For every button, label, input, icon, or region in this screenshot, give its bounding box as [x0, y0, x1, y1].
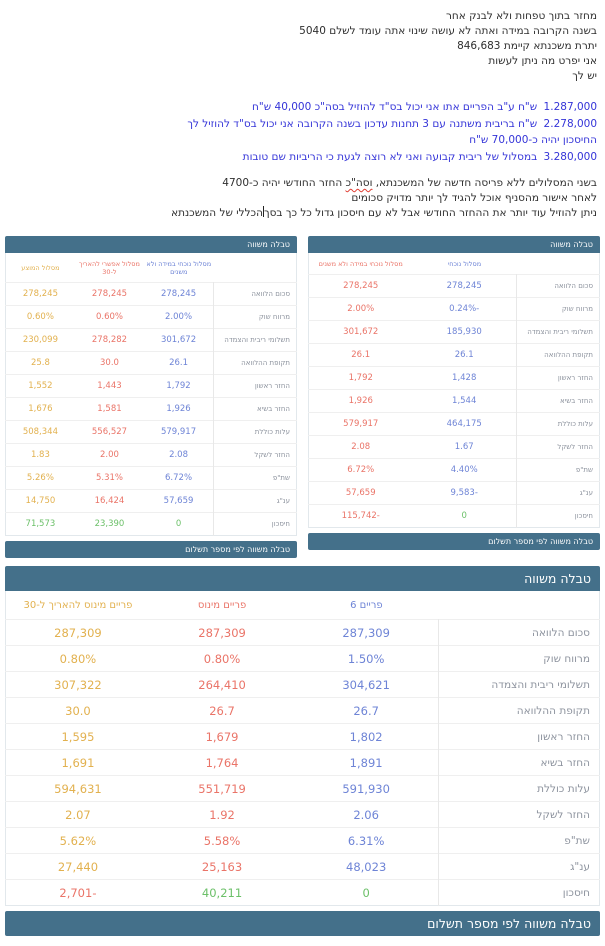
- cell-value: 579,917: [309, 413, 413, 436]
- column-header: פריים מינוס: [197, 600, 247, 611]
- document-text-area[interactable]: [8, 9, 597, 84]
- cell-value: 278,245: [144, 283, 213, 306]
- cell-value: 0.60%: [75, 306, 144, 329]
- cell-value: 464,175: [412, 413, 516, 436]
- cell-value: 278,245: [309, 275, 413, 298]
- cell-value: 0: [412, 505, 516, 528]
- cell-value: 0.80%: [150, 646, 294, 672]
- cell-value: 579,917: [144, 421, 213, 444]
- misspelled-word: וסה"כ: [345, 177, 373, 189]
- row-label: תקופת ההלוואה: [516, 344, 599, 367]
- table-row: [6, 828, 600, 854]
- cell-value: 2.00%: [144, 306, 213, 329]
- cell-value: 551,719: [150, 776, 294, 802]
- column-header: מסלול נוכחי במידה ולא משנים: [146, 260, 212, 276]
- table-footer-title: טבלה משווה לפי מספר תשלום: [5, 911, 600, 936]
- cell-value: 1,802: [294, 724, 438, 750]
- intro-line: בשנה הקרובה במידה ואתה לא עושה שינוי אתה עומד לשלם 5040: [299, 25, 597, 37]
- table-row: [6, 620, 600, 646]
- cell-value: 591,930: [294, 776, 438, 802]
- cell-value: 0.80%: [6, 646, 150, 672]
- row-label: החזר בשיא: [213, 398, 296, 421]
- table-row: [6, 444, 297, 467]
- cell-value: 2.00: [75, 444, 144, 467]
- table-row: [309, 321, 600, 344]
- row-label: החזר בשיא: [439, 750, 600, 776]
- row-label: החזר ראשון: [439, 724, 600, 750]
- row-label-header: [213, 253, 296, 283]
- closing-line-part: ניתן להוזיל עוד יותר את ההחזר החודשי אבל לא עם חיסכון גדול כל כך בסך: [263, 207, 597, 219]
- cell-value: 278,245: [75, 283, 144, 306]
- table-row: [6, 672, 600, 698]
- cell-value: 14,750: [6, 490, 75, 513]
- cell-value: 278,245: [412, 275, 516, 298]
- cell-value: 1,792: [144, 375, 213, 398]
- row-label-header: [439, 591, 600, 620]
- table-row: [309, 390, 600, 413]
- intro-line: מחזר בתוך טפחות ולא לבנק אחר: [445, 10, 597, 22]
- table-row: [6, 776, 600, 802]
- cell-value: 26.1: [309, 344, 413, 367]
- table-row: [6, 490, 297, 513]
- cell-value: 1.83: [6, 444, 75, 467]
- closing-line-part: בשני המסלולים ללא פריסה חדשה של המשכנתא,: [372, 177, 597, 189]
- list-item-text: 278,000 ש"ח בריבית משתנה עם 3 תחנות עדכון בשנה הקרובה אני יכול בס"ד להוזיל לך: [187, 117, 597, 130]
- table-row: [309, 505, 600, 528]
- row-label: תקופת ההלוואה: [439, 698, 600, 724]
- row-label: החזר ראשון: [516, 367, 599, 390]
- cell-value: 30.0: [75, 352, 144, 375]
- row-label: עלות כוללת: [439, 776, 600, 802]
- table-row: [6, 698, 600, 724]
- row-label: עלות כוללת: [213, 421, 296, 444]
- cell-value: 230,099: [6, 329, 75, 352]
- row-label: חיסכון: [516, 505, 599, 528]
- cell-value: 301,672: [309, 321, 413, 344]
- big-table-wrap: [5, 566, 600, 936]
- row-label: עלות כוללת: [516, 413, 599, 436]
- list-item-number: 2.: [543, 117, 554, 130]
- intro-line: יש לך: [572, 70, 597, 82]
- row-label: תשלומי ריבית והצמדה: [516, 321, 599, 344]
- table-row: [6, 329, 297, 352]
- list-item-number: 1.: [543, 101, 554, 113]
- cell-value: 278,282: [75, 329, 144, 352]
- cell-value: 6.72%: [144, 467, 213, 490]
- closing-line: לאחר אישור מהסניף אוכל להגיד לך יותר מדויק סכומים: [351, 192, 597, 204]
- column-header: מסלול אפשרי להאריך ל-30: [78, 260, 140, 276]
- table-title: טבלה משווה: [5, 566, 600, 591]
- column-header: פריים מינוס להאריך ל-30: [23, 600, 133, 611]
- cell-value: 2.08: [309, 436, 413, 459]
- row-label: שת"פ: [439, 828, 600, 854]
- cell-value: 1,764: [150, 750, 294, 776]
- list-item: [8, 149, 597, 166]
- cell-value: 6.72%: [309, 459, 413, 482]
- table-row: [6, 467, 297, 490]
- row-label: מרווח שוק: [213, 306, 296, 329]
- cell-value: 1,428: [412, 367, 516, 390]
- cell-value: 508,344: [6, 421, 75, 444]
- cell-value: 0.60%: [6, 306, 75, 329]
- cell-value: 1,891: [294, 750, 438, 776]
- table-row: [6, 646, 600, 672]
- row-label: סכום הלוואה: [213, 283, 296, 306]
- cell-value: 307,322: [6, 672, 150, 698]
- table-title: טבלה משווה: [308, 236, 600, 253]
- cell-value: 287,309: [150, 620, 294, 646]
- row-label: תשלומי ריבית והצמדה: [213, 329, 296, 352]
- table-header-row: [6, 591, 600, 620]
- table-row: [6, 283, 297, 306]
- cell-value: 2.06: [294, 802, 438, 828]
- list-item: [8, 116, 597, 133]
- table-header-row: [309, 253, 600, 275]
- document-page: [0, 9, 605, 936]
- row-label: שת"פ: [516, 459, 599, 482]
- cell-value: 1,443: [75, 375, 144, 398]
- table-footer-title: טבלה משווה לפי מספר תשלום: [308, 533, 600, 550]
- list-item-text: 280,000 במסלול של ריבית קבועה ואני לא רוצה לגעת כי הריביות שם טובות: [242, 150, 597, 163]
- cell-value: 30.0: [6, 698, 150, 724]
- cell-value: 5.26%: [6, 467, 75, 490]
- table-row: [309, 344, 600, 367]
- cell-value: 5.58%: [150, 828, 294, 854]
- closing-line: [8, 206, 597, 221]
- row-label: סכום הלוואה: [516, 275, 599, 298]
- cell-value: 26.7: [294, 698, 438, 724]
- column-header: מסלול נוכחי: [447, 260, 482, 268]
- table-row: [6, 513, 297, 536]
- table-row: [309, 298, 600, 321]
- row-label: החזר בשיא: [516, 390, 599, 413]
- row-label: מרווח שוק: [439, 646, 600, 672]
- cell-value: 26.1: [412, 344, 516, 367]
- comparison-table-refinance-options: [5, 236, 297, 558]
- cell-value: 287,309: [6, 620, 150, 646]
- cell-value: 301,672: [144, 329, 213, 352]
- table-row: [6, 880, 600, 906]
- cell-value: 6.31%: [294, 828, 438, 854]
- closing-line-part: הכללי של המשכנתא: [171, 207, 263, 219]
- cell-value: 1,581: [75, 398, 144, 421]
- cell-value: 25.8: [6, 352, 75, 375]
- cell-value: 4.40%: [412, 459, 516, 482]
- list-item-continuation: החיסכון יהיה כ-70,000 ש"ח: [469, 134, 597, 146]
- table-header-row: [6, 253, 297, 283]
- comparison-table: [5, 591, 600, 906]
- table-row: [309, 275, 600, 298]
- column-header: מסלול המוצע: [21, 264, 60, 272]
- cell-value: -0.24%: [412, 298, 516, 321]
- small-tables-row: [5, 236, 600, 558]
- closing-line: [8, 176, 597, 191]
- row-label: החזר ראשון: [213, 375, 296, 398]
- cell-value: 0: [294, 880, 438, 906]
- cell-value: 57,659: [144, 490, 213, 513]
- cell-value: 1.92: [150, 802, 294, 828]
- intro-line: אני יפרט מה ניתן לעשות: [488, 55, 597, 67]
- cell-value: 304,621: [294, 672, 438, 698]
- table-row: [6, 802, 600, 828]
- row-label: חיסכון: [213, 513, 296, 536]
- numbered-list[interactable]: [8, 99, 597, 165]
- closing-line-part: החזר החודשי יהיה כ-4700: [222, 177, 346, 189]
- cell-value: 264,410: [150, 672, 294, 698]
- column-header: מסלול נוכחי במידה ולא משנים: [318, 260, 403, 268]
- table-row: [309, 482, 600, 505]
- comparison-table-prime-tracks: [5, 566, 600, 936]
- cell-value: 1,691: [6, 750, 150, 776]
- table-row: [6, 421, 297, 444]
- cell-value: 23,390: [75, 513, 144, 536]
- cell-value: 278,245: [6, 283, 75, 306]
- cell-value: 5.62%: [6, 828, 150, 854]
- cell-value: 1.50%: [294, 646, 438, 672]
- cell-value: 556,527: [75, 421, 144, 444]
- table-row: [6, 375, 297, 398]
- cell-value: 26.1: [144, 352, 213, 375]
- cell-value: 1,595: [6, 724, 150, 750]
- row-label: ענ"ג: [439, 854, 600, 880]
- comparison-table-current-vs-nochange: [308, 236, 600, 558]
- row-label: מרווח שוק: [516, 298, 599, 321]
- table-row: [309, 436, 600, 459]
- row-label: סכום הלוואה: [439, 620, 600, 646]
- row-label-header: [516, 253, 599, 275]
- cell-value: 594,631: [6, 776, 150, 802]
- list-item-number: 3.: [543, 150, 554, 163]
- cell-value: 185,930: [412, 321, 516, 344]
- cell-value: 57,659: [309, 482, 413, 505]
- cell-value: 40,211: [150, 880, 294, 906]
- table-title: טבלה משווה: [5, 236, 297, 253]
- cell-value: 2.00%: [309, 298, 413, 321]
- row-label: ענ"ג: [516, 482, 599, 505]
- cell-value: 0: [144, 513, 213, 536]
- cell-value: 1,552: [6, 375, 75, 398]
- cell-value: 16,424: [75, 490, 144, 513]
- cell-value: 27,440: [6, 854, 150, 880]
- cell-value: -115,742: [309, 505, 413, 528]
- row-label: החזר לשקל: [213, 444, 296, 467]
- closing-text[interactable]: [8, 176, 597, 221]
- list-item: [8, 99, 597, 116]
- cell-value: 1,679: [150, 724, 294, 750]
- table-row: [6, 306, 297, 329]
- row-label: חיסכון: [439, 880, 600, 906]
- cell-value: 2.08: [144, 444, 213, 467]
- cell-value: 48,023: [294, 854, 438, 880]
- table-row: [309, 459, 600, 482]
- row-label: שת"פ: [213, 467, 296, 490]
- table-row: [6, 724, 600, 750]
- cell-value: 2.07: [6, 802, 150, 828]
- row-label: תשלומי ריבית והצמדה: [439, 672, 600, 698]
- cell-value: 287,309: [294, 620, 438, 646]
- cell-value: 1,926: [309, 390, 413, 413]
- column-header: פריים 6: [350, 600, 383, 611]
- cell-value: 1,676: [6, 398, 75, 421]
- row-label: החזר לשקל: [439, 802, 600, 828]
- cell-value: 26.7: [150, 698, 294, 724]
- row-label: החזר לשקל: [516, 436, 599, 459]
- cell-value: 1.67: [412, 436, 516, 459]
- cell-value: 1,544: [412, 390, 516, 413]
- table-row: [6, 352, 297, 375]
- list-item-text: 287,000 ש"ח ע"ב הפריים אתו אני יכול בס"ד להוזיל בסה"כ 40,000 ש"ח: [252, 101, 597, 113]
- cell-value: 1,792: [309, 367, 413, 390]
- table-row: [309, 367, 600, 390]
- table-row: [309, 413, 600, 436]
- table-footer-title: טבלה משווה לפי מספר תשלום: [5, 541, 297, 558]
- table-row: [6, 398, 297, 421]
- row-label: ענ"ג: [213, 490, 296, 513]
- intro-line: יתרת משכנתא קיימת 846,683: [457, 40, 597, 52]
- cell-value: 71,573: [6, 513, 75, 536]
- row-label: תקופת ההלוואה: [213, 352, 296, 375]
- cell-value: -2,701: [6, 880, 150, 906]
- table-row: [6, 854, 600, 880]
- cell-value: 1,926: [144, 398, 213, 421]
- cell-value: -9,583: [412, 482, 516, 505]
- table-row: [6, 750, 600, 776]
- comparison-table: [5, 253, 297, 536]
- cell-value: 25,163: [150, 854, 294, 880]
- cell-value: 5.31%: [75, 467, 144, 490]
- comparison-table: [308, 253, 600, 528]
